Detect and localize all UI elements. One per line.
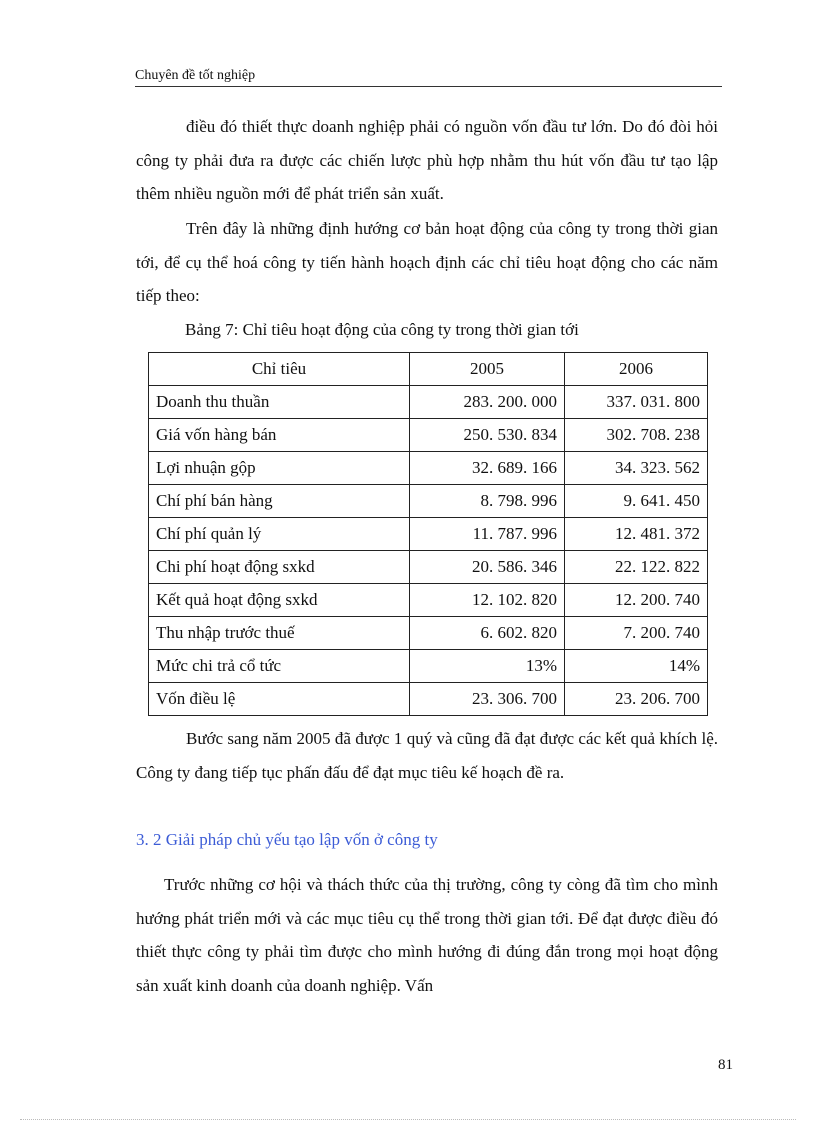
row-label: Chí phí quản lý — [149, 518, 410, 551]
value-2005: 23. 306. 700 — [410, 683, 565, 716]
paragraph-2: Trên đây là những định hướng cơ bản hoạt động của công ty trong thời gian tới, để cụ thể hoá công ty tiến hành hoạch định các chỉ tiêu hoạt động cho các năm tiếp theo: — [136, 219, 718, 305]
value-2005: 32. 689. 166 — [410, 452, 565, 485]
paragraph-1: điều đó thiết thực doanh nghiệp phải có nguồn vốn đầu tư lớn. Do đó đòi hỏi công ty phải đưa ra được các chiến lược phù hợp nhằm thu hút vốn đầu tư tạo lập thêm nhiều nguồn mới để phát triển sản xuất. — [136, 117, 718, 203]
value-2005: 20. 586. 346 — [410, 551, 565, 584]
page-number: 81 — [718, 1057, 733, 1073]
value-2006: 7. 200. 740 — [565, 617, 708, 650]
table-row — [149, 683, 708, 716]
row-label: Mức chi trả cổ tức — [149, 650, 410, 683]
row-label: Lợi nhuận gộp — [149, 452, 410, 485]
value-2005: 13% — [410, 650, 565, 683]
header-2006: 2006 — [565, 353, 708, 386]
row-label: Vốn điều lệ — [149, 683, 410, 716]
table-header-row — [149, 353, 708, 386]
value-2005: 12. 102. 820 — [410, 584, 565, 617]
value-2006: 34. 323. 562 — [565, 452, 708, 485]
value-2005: 250. 530. 834 — [410, 419, 565, 452]
table-row — [149, 617, 708, 650]
paragraph-3: Bước sang năm 2005 đã được 1 quý và cũng đã đạt được các kết quả khích lệ. Công ty đang tiếp tục phấn đấu để đạt mục tiêu kế hoạch đề ra. — [136, 729, 718, 782]
header-2005: 2005 — [410, 353, 565, 386]
row-label: Chí phí bán hàng — [149, 485, 410, 518]
value-2006: 22. 122. 822 — [565, 551, 708, 584]
table-row — [149, 650, 708, 683]
row-label: Giá vốn hàng bán — [149, 419, 410, 452]
value-2006: 9. 641. 450 — [565, 485, 708, 518]
table-row — [149, 386, 708, 419]
table-row — [149, 419, 708, 452]
table-row — [149, 584, 708, 617]
header-indicator: Chỉ tiêu — [149, 353, 410, 386]
indicators-table — [148, 352, 708, 716]
table-row — [149, 452, 708, 485]
section-heading: 3. 2 Giải pháp chủ yếu tạo lập vốn ở công ty — [136, 830, 438, 849]
table-row — [149, 518, 708, 551]
value-2006: 302. 708. 238 — [565, 419, 708, 452]
table-row — [149, 551, 708, 584]
value-2006: 23. 206. 700 — [565, 683, 708, 716]
value-2006: 12. 481. 372 — [565, 518, 708, 551]
row-label: Thu nhập trước thuế — [149, 617, 410, 650]
value-2006: 12. 200. 740 — [565, 584, 708, 617]
value-2006: 14% — [565, 650, 708, 683]
page-bottom-divider — [20, 1119, 796, 1120]
paragraph-4: Trước những cơ hội và thách thức của thị trường, công ty còng đã tìm cho mình hướng phát triển mới và các mục tiêu cụ thể trong thời gian tới. Để đạt được điều đó thiết thực công ty phải tìm được cho mình hướng đi đúng đắn trong mọi hoạt động sản xuất kinh doanh của doanh nghiệp. Vấn — [136, 875, 718, 995]
row-label: Kết quả hoạt động sxkd — [149, 584, 410, 617]
value-2005: 283. 200. 000 — [410, 386, 565, 419]
page-header: Chuyên đề tốt nghiệp — [135, 68, 722, 87]
value-2006: 337. 031. 800 — [565, 386, 708, 419]
table-caption: Bảng 7: Chỉ tiêu hoạt động của công ty trong thời gian tới — [185, 320, 579, 339]
row-label: Chi phí hoạt động sxkd — [149, 551, 410, 584]
row-label: Doanh thu thuần — [149, 386, 410, 419]
value-2005: 11. 787. 996 — [410, 518, 565, 551]
value-2005: 8. 798. 996 — [410, 485, 565, 518]
value-2005: 6. 602. 820 — [410, 617, 565, 650]
table-row — [149, 485, 708, 518]
